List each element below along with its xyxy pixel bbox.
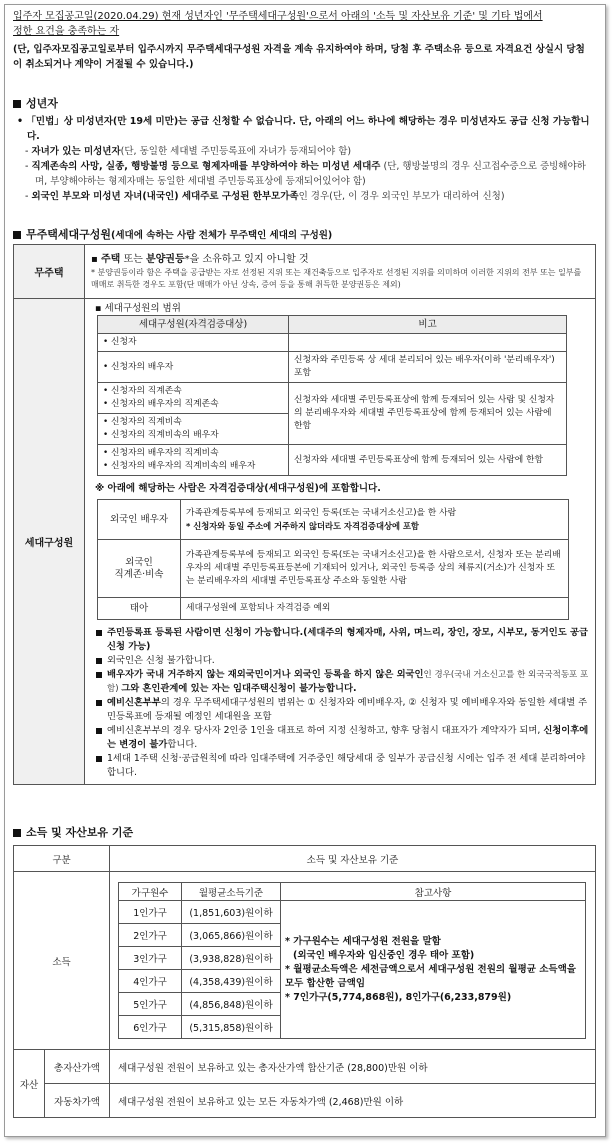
scope-title: ▪ 세대구성원의 범위 xyxy=(95,303,181,314)
no-house-cell xyxy=(85,245,596,299)
section-income-title: 소득 및 자산보유 기준 xyxy=(13,824,133,840)
row-members: 5인가구 xyxy=(119,993,182,1016)
note-3: 배우자가 국내 거주하지 않는 재외국민이거나 외국인 등록을 하지 않은 외국인인 경우(국내 거소신고를 한 외국국적동포 포함) 그와 혼인관계에 있는 자는 임대주택신청이 불가능합니다. xyxy=(95,668,589,696)
no-house-label: 무주택 xyxy=(14,245,85,299)
scope-row5-left: • 신청자의 배우자의 직계비속 • 신청자의 배우자의 직계비속의 배우자 xyxy=(98,445,289,476)
col-class: 구분 xyxy=(14,846,110,872)
ref-cell: * 가구원수는 세대구성원 전원을 말함 (외국인 배우자와 임신중인 경우 태아 포함) * 월평균소득액은 세전금액으로서 세대구성원 전원의 월평균 소득액을 모두 합산한 금액임 * 7인가구(5,774,868원), 8인가구(6,233,879원) xyxy=(281,901,586,1039)
minor-item-2: - 직계존속의 사망, 실종, 행방불명 등으로 형제자매를 부양하여야 하는 미성년 세대주 (단, 행방불명의 경우 신고접수증으로 증빙해야하며, 부양해야하는 형제자매는 동일한 세대별 주민등록표상에 등재되어있어야 함) xyxy=(25,161,586,187)
inc1-label: 외국인 배우자 xyxy=(98,500,181,540)
row-members: 1인가구 xyxy=(119,901,182,924)
asset-label: 자산 xyxy=(14,1050,45,1118)
row-members: 4인가구 xyxy=(119,970,182,993)
head-members: 가구원수 xyxy=(119,883,182,901)
no-house-main: ▪ 주택 또는 분양권등*을 소유하고 있지 아니할 것 xyxy=(91,254,309,265)
intro-line2: 정한 요건을 충족하는 자 xyxy=(13,26,120,37)
scope-table xyxy=(97,315,567,476)
row-avg: (5,315,858)원이하 xyxy=(182,1016,281,1039)
note-2: 외국인은 신청 불가합니다. xyxy=(95,654,589,668)
minor-para: • 「민법」상 미성년자(만 19세 미만)는 공급 신청할 수 없습니다. 단, 아래의 어느 하나에 해당하는 경우 미성년자도 공급 신청 가능합니다. xyxy=(17,116,590,142)
intro-line1: 입주자 모집공고일(2020.04.29) 현재 성년자인 '무주택세대구성원'으로서 아래의 '소득 및 자산보유 기준' 및 기타 법에서 xyxy=(13,11,543,22)
inc3-label: 태아 xyxy=(98,598,181,620)
scope-head-left: 세대구성원(자격검증대상) xyxy=(98,316,289,334)
col-std: 소득 및 자산보유 기준 xyxy=(110,846,596,872)
minor-item-3: - 외국인 부모와 미성년 자녀(내국인) 세대주로 구성된 한부모가족인 경우(단, 이 경우 외국인 부모가 대리하여 신청) xyxy=(25,191,505,202)
household-table xyxy=(13,244,596,785)
car-text: 세대구성원 전원이 보유하고 있는 모든 자동차가액 (2,468)만원 이하 xyxy=(110,1084,596,1118)
scope-row3-left: • 신청자의 직계존속 • 신청자의 배우자의 직계존속 xyxy=(98,383,289,414)
include-table xyxy=(97,499,569,620)
square-bullet-icon xyxy=(13,100,21,108)
scope-row2-right: 신청자와 주민등록 상 세대 분리되어 있는 배우자(이하 '분리배우자') 포함 xyxy=(289,352,567,383)
head-avg: 월평균소득기준 xyxy=(182,883,281,901)
income-inner-table xyxy=(118,882,586,1039)
inc2-label: 외국인 직계존·비속 xyxy=(98,540,181,598)
car-label: 자동차가액 xyxy=(45,1084,110,1118)
include-title: ※ 아래에 해당하는 사람은 자격검증대상(세대구성원)에 포함합니다. xyxy=(95,483,381,494)
head-ref: 참고사항 xyxy=(281,883,586,901)
section-household-title: 무주택세대구성원(세대에 속하는 사람 전체가 무주택인 세대의 구성원) xyxy=(13,226,332,242)
row-avg: (3,065,866)원이하 xyxy=(182,924,281,947)
intro-note: (단, 입주자모집공고일로부터 입주시까지 무주택세대구성원 자격을 계속 유지하여야 하며, 당첨 후 주택소유 등으로 자격요건 상실시 당첨이 취소되거나 계약이 거절될 수 있습니다.) xyxy=(13,44,585,70)
intro xyxy=(13,9,593,72)
row-avg: (4,358,439)원이하 xyxy=(182,970,281,993)
income-cell xyxy=(110,872,596,1050)
minor-item-1: - 자녀가 있는 미성년자(단, 동일한 세대별 주민등록표에 자녀가 등재되어야 함) xyxy=(25,146,352,157)
row-members: 6인가구 xyxy=(119,1016,182,1039)
minor-section xyxy=(17,114,595,204)
income-label: 소득 xyxy=(14,872,110,1050)
total-label: 총자산가액 xyxy=(45,1050,110,1084)
scope-row5-right: 신청자와 세대별 주민등록표상에 함께 등재되어 있는 사람에 한함 xyxy=(289,445,567,476)
scope-row1-left: • 신청자 xyxy=(98,334,289,352)
member-label: 세대구성원 xyxy=(14,299,85,785)
row-avg: (3,938,828)원이하 xyxy=(182,947,281,970)
scope-row2-left: • 신청자의 배우자 xyxy=(98,352,289,383)
row-avg: (1,851,603)원이하 xyxy=(182,901,281,924)
row-members: 2인가구 xyxy=(119,924,182,947)
scope-row1-right xyxy=(289,334,567,352)
note-5: 예비신혼부부의 경우 당사자 2인중 1인을 대표로 하여 지정 신청하고, 향후 당첨시 대표자가 계약자가 되며, 신청이후에는 변경이 불가합니다. xyxy=(95,724,589,752)
note-4: 예비신혼부부의 경우 무주택세대구성원의 범위는 ① 신청자와 예비배우자, ② 신청자 및 예비배우자와 동일한 세대별 주민등록표에 등재될 예정인 세대원을 포함 xyxy=(95,696,589,724)
total-text: 세대구성원 전원이 보유하고 있는 총자산가액 합산기준 (28,800)만원 이하 xyxy=(110,1050,596,1084)
square-bullet-icon xyxy=(13,231,21,239)
member-cell xyxy=(85,299,596,785)
square-bullet-icon xyxy=(13,829,21,837)
income-table xyxy=(13,845,596,1118)
inc3-cell: 세대구성원에 포함되나 자격검증 예외 xyxy=(181,598,569,620)
row-avg: (4,856,848)원이하 xyxy=(182,993,281,1016)
scope-row34-right: 신청자와 세대별 주민등록표상에 함께 등재되어 있는 사람 및 신청자의 분리배우자와 세대별 주민등록표상에 함께 등재되어 있는 사람에 한함 xyxy=(289,383,567,445)
scope-row4-left: • 신청자의 직계비속 • 신청자의 직계비속의 배우자 xyxy=(98,414,289,445)
note-1: 주민등록표 등록된 사람이면 신청이 가능합니다.(세대주의 형제자매, 사위, 며느리, 장인, 장모, 시부모, 동거인도 공급신청 가능) xyxy=(95,626,589,654)
no-house-note: * 분양권등이라 함은 주택을 공급받는 자로 선정된 지위 또는 재건축등으로 입주자로 선정된 지위를 의미하며 이러한 지위의 전부 또는 일부를 매매로 취득한 경우도 포함(단 매매가 아닌 상속, 증여 등을 통해 취득한 분양권등은 제외) xyxy=(91,268,582,289)
inc1-cell: 가족관계등록부에 등재되고 외국인 등록(또는 국내거소신고)을 한 사람 * 신청자와 동일 주소에 거주하지 않더라도 자격검증대상에 포함 xyxy=(181,500,569,540)
note-6: 1세대 1주택 신청·공급원칙에 따라 임대주택에 거주중인 해당세대 중 일부가 공급신청 시에는 입주 전 세대 분리하여야 합니다. xyxy=(95,752,589,780)
household-notes xyxy=(95,626,589,780)
section-minor-title: 성년자 xyxy=(13,95,58,111)
inc2-cell: 가족관계등록부에 등재되고 외국인 등록(또는 국내거소신고)을 한 사람으로서, 신청자 또는 분리배우자의 세대별 주민등록표등본에 기재되어 있거나, 외국인 등록증 상의 체류지(거소)가 신청자 또는 분리배우자의 세대별 주민등록표상 주소와 동일한 사람 xyxy=(181,540,569,598)
scope-head-right: 비고 xyxy=(289,316,567,334)
row-members: 3인가구 xyxy=(119,947,182,970)
